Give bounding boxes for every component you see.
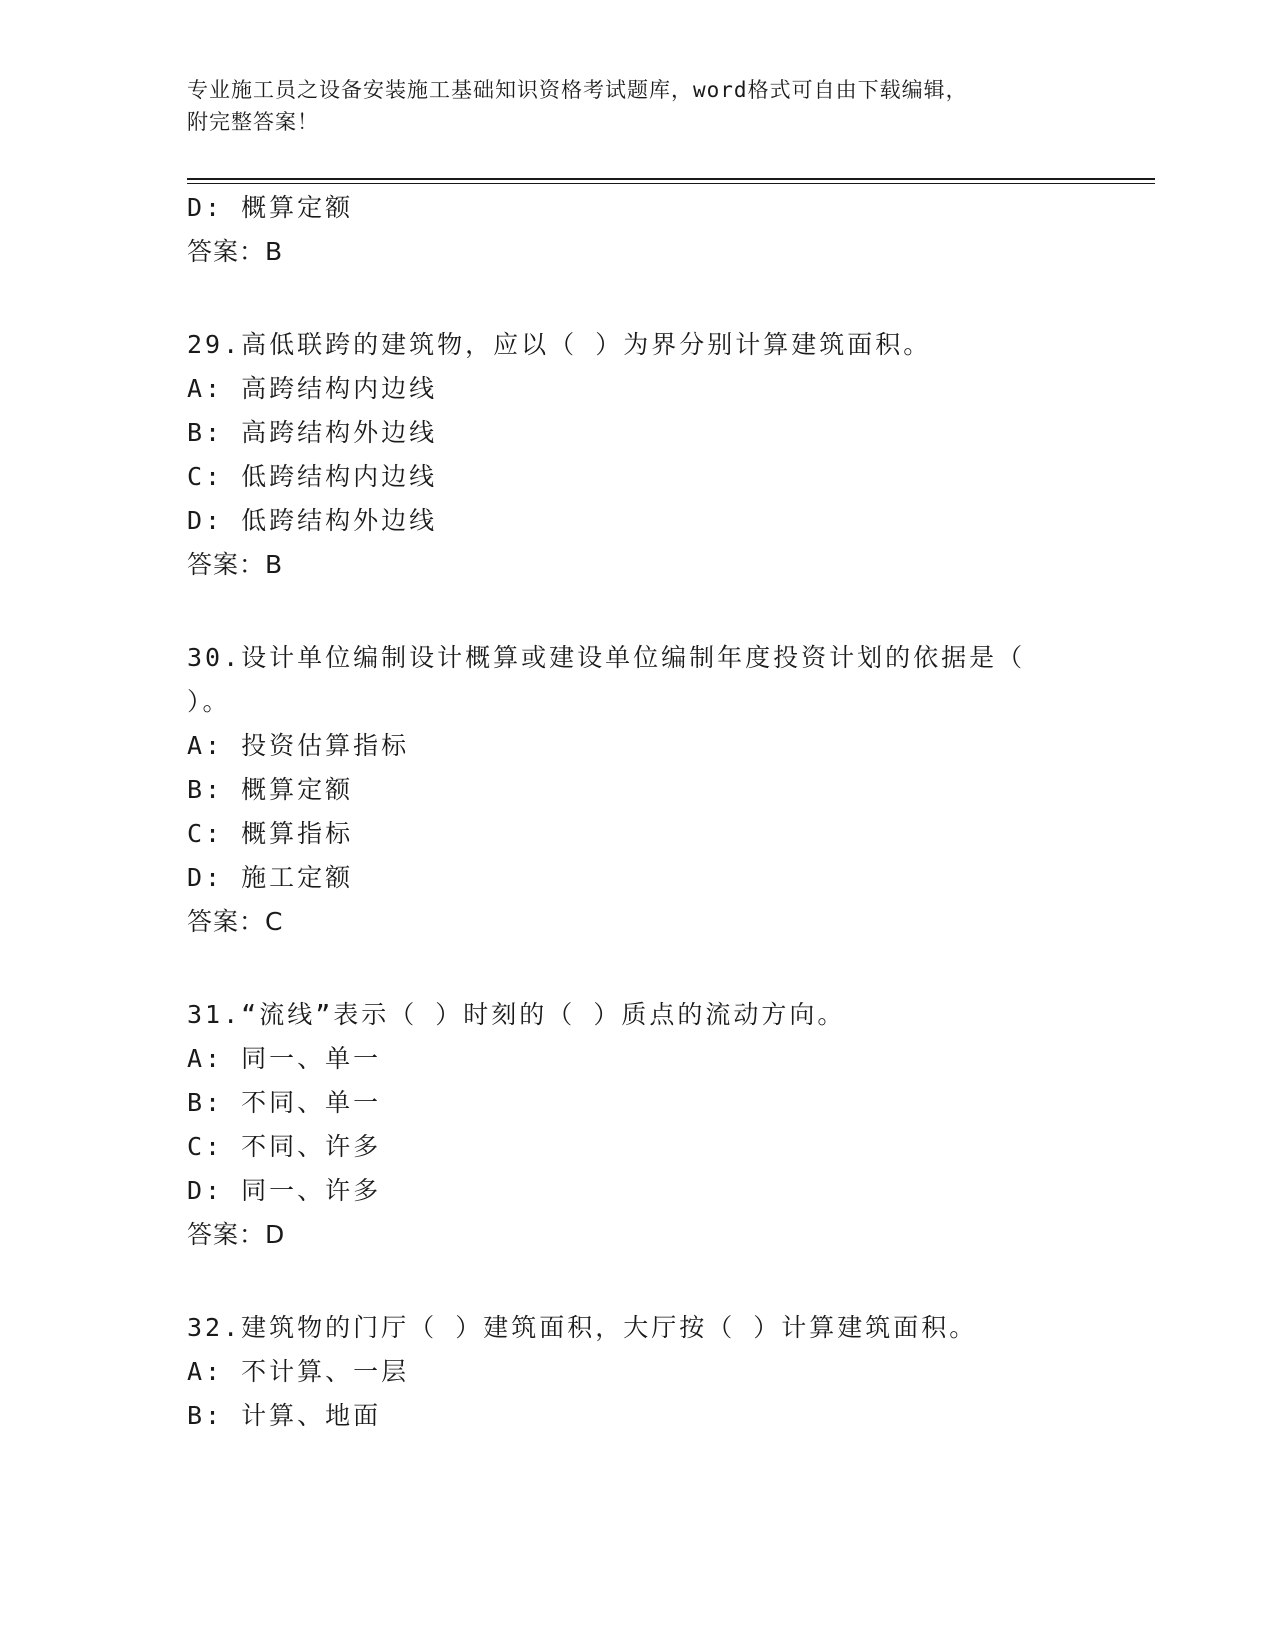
header-line-1: 专业施工员之设备安装施工基础知识资格考试题库，word格式可自由下载编辑， [187, 78, 968, 102]
header-divider-thick [187, 178, 1155, 180]
q30-stem-line-1: 30.设计单位编制设计概算或建设单位编制年度投资计划的依据是（ [187, 643, 1026, 672]
header-line-2: 附完整答案！ [187, 110, 319, 134]
document-header [187, 74, 1087, 138]
q30-option-d: D: 施工定额 [187, 863, 354, 892]
q29-answer: 答案：B [187, 550, 284, 579]
q31-option-d: D: 同一、许多 [187, 1176, 382, 1205]
q32-option-b: B: 计算、地面 [187, 1401, 382, 1430]
q29-option-c: C: 低跨结构内边线 [187, 462, 438, 491]
q32-option-a: A: 不计算、一层 [187, 1357, 410, 1386]
q31-answer: 答案：D [187, 1220, 286, 1249]
q30-answer: 答案：C [187, 907, 284, 936]
q31-option-b: B: 不同、单一 [187, 1088, 382, 1117]
prev-option-d: D: 概算定额 [187, 193, 354, 222]
q29-option-d: D: 低跨结构外边线 [187, 506, 438, 535]
q31-stem: 31.“流线”表示（ ）时刻的（ ）质点的流动方向。 [187, 1000, 846, 1029]
q30-stem-line-2: ）。 [187, 687, 231, 716]
q31-option-a: A: 同一、单一 [187, 1044, 382, 1073]
q30-option-b: B: 概算定额 [187, 775, 354, 804]
q30-option-a: A: 投资估算指标 [187, 731, 410, 760]
q32-stem: 32.建筑物的门厅（ ）建筑面积，大厅按（ ）计算建筑面积。 [187, 1313, 978, 1342]
prev-answer: 答案：B [187, 237, 284, 266]
q29-stem: 29.高低联跨的建筑物，应以（ ）为界分别计算建筑面积。 [187, 330, 932, 359]
q30-option-c: C: 概算指标 [187, 819, 354, 848]
q29-option-b: B: 高跨结构外边线 [187, 418, 438, 447]
header-divider-thin [187, 183, 1155, 184]
q31-option-c: C: 不同、许多 [187, 1132, 382, 1161]
q29-option-a: A: 高跨结构内边线 [187, 374, 438, 403]
